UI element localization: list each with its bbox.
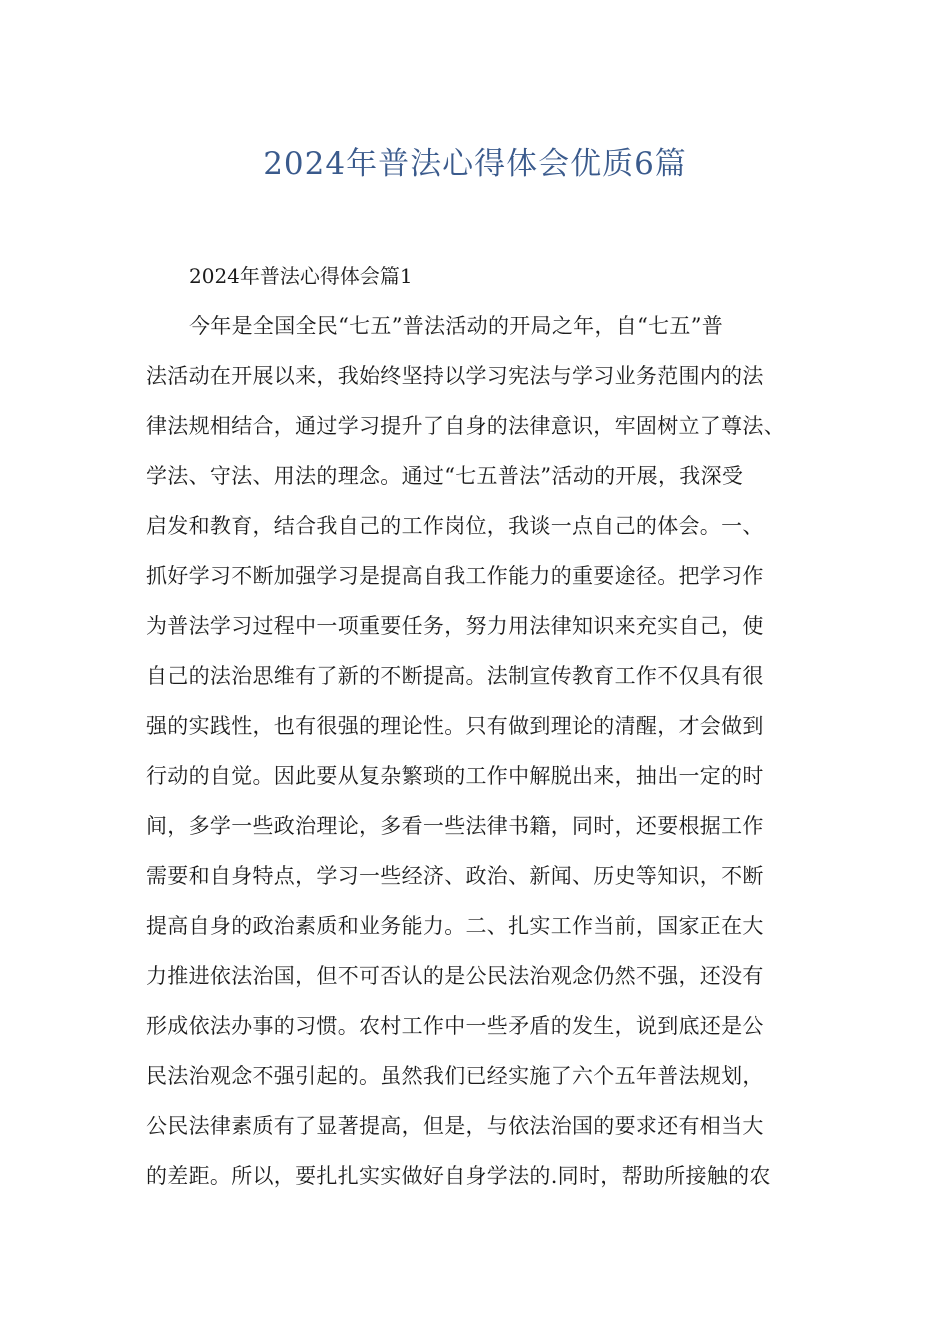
paragraph-line: 强的实践性，也有很强的理论性。只有做到理论的清醒，才会做到 [146,714,764,738]
paragraph-line: 抓好学习不断加强学习是提高自我工作能力的重要途径。把学习作 [146,564,764,588]
paragraph-line: 启发和教育，结合我自己的工作岗位，我谈一点自己的体会。一、 [146,514,764,538]
paragraph-line: 为普法学习过程中一项重要任务，努力用法律知识来充实自己，使 [146,614,764,638]
paragraph-line: 自己的法治思维有了新的不断提高。法制宣传教育工作不仅具有很 [146,664,764,688]
paragraph-line: 力推进依法治国，但不可否认的是公民法治观念仍然不强，还没有 [146,964,764,988]
paragraph-line: 学法、守法、用法的理念。通过“七五普法”活动的开展，我深受 [146,464,744,488]
paragraph-line: 行动的自觉。因此要从复杂繁琐的工作中解脱出来，抽出一定的时 [146,764,764,788]
paragraph-line: 公民法律素质有了显著提高，但是，与依法治国的要求还有相当大 [146,1114,764,1138]
paragraph-line: 需要和自身特点，学习一些经济、政治、新闻、历史等知识，不断 [146,864,764,888]
paragraph-line: 提高自身的政治素质和业务能力。二、扎实工作当前，国家正在大 [146,914,764,938]
paragraph-line: 的差距。所以，要扎扎实实做好自身学法的.同时，帮助所接触的农 [146,1164,771,1188]
paragraph-line: 民法治观念不强引起的。虽然我们已经实施了六个五年普法规划， [146,1064,764,1088]
paragraph-line: 形成依法办事的习惯。农村工作中一些矛盾的发生，说到底还是公 [146,1014,764,1038]
paragraph-line: 间，多学一些政治理论，多看一些法律书籍，同时，还要根据工作 [146,814,764,838]
document-title: 2024年普法心得体会优质6篇 [263,146,687,182]
paragraph-line: 今年是全国全民“七五”普法活动的开局之年，自“七五”普 [189,314,724,338]
section-heading: 2024年普法心得体会篇1 [189,264,413,288]
paragraph-line: 法活动在开展以来，我始终坚持以学习宪法与学习业务范围内的法 [146,364,764,388]
paragraph-line: 律法规相结合，通过学习提升了自身的法律意识，牢固树立了尊法、 [146,414,785,438]
